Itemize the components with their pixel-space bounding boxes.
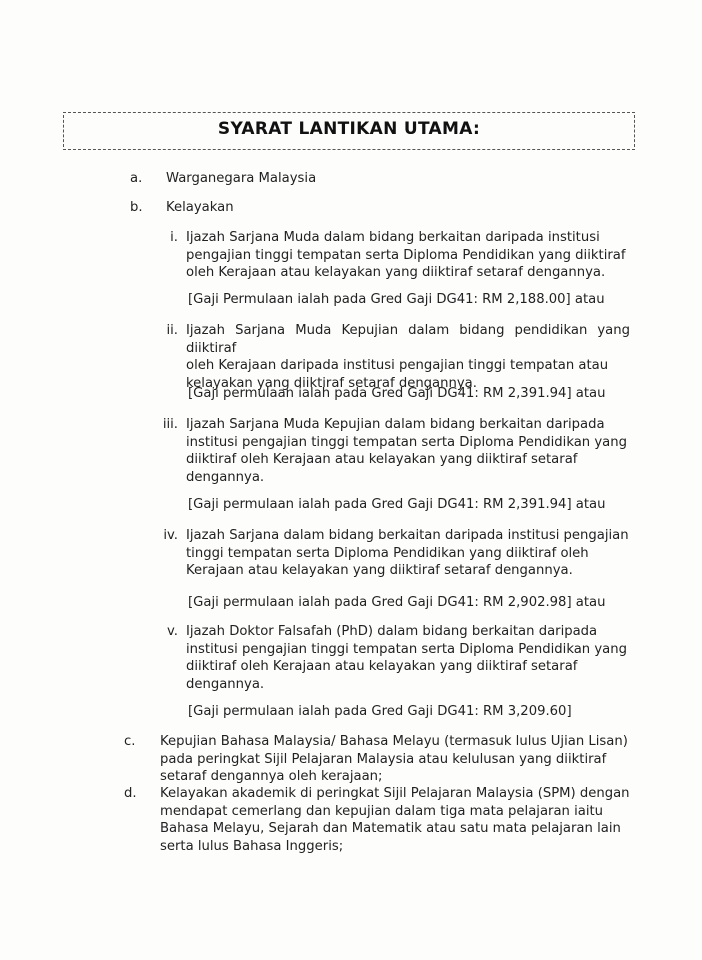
- item-line: mendapat cemerlang dan kepujian dalam tiga mata pelajaran iaitu: [160, 803, 604, 819]
- sub-item-line: oleh Kerajaan daripada institusi pengajian tinggi tempatan atau: [186, 358, 609, 373]
- item-b-marker: b.: [130, 200, 143, 215]
- sub-item-line: Ijazah Doktor Falsafah (PhD) dalam bidang berkaitan daripada: [186, 624, 598, 639]
- sub-item-line: diiktiraf oleh Kerajaan atau kelayakan yang diiktiraf setaraf: [186, 452, 578, 467]
- sub-item-line: Ijazah Sarjana dalam bidang berkaitan daripada institusi pengajian: [186, 528, 629, 543]
- page-title: SYARAT LANTIKAN UTAMA:: [217, 119, 481, 139]
- item-marker: c.: [124, 734, 136, 749]
- sub-item-line: kelayakan yang diiktiraf setaraf dengannya.: [186, 375, 477, 391]
- sub-item-line: Kerajaan atau kelayakan yang diiktiraf setaraf dengannya.: [186, 563, 573, 578]
- sub-item-marker: i.: [170, 230, 178, 245]
- sub-item-line: Ijazah Sarjana Muda Kepujian dalam bidang pendidikan yang diiktiraf: [186, 323, 630, 356]
- sub-item-line: diiktiraf oleh Kerajaan atau kelayakan yang diiktiraf setaraf: [186, 659, 578, 674]
- sub-item-marker: iv.: [163, 528, 178, 543]
- salary-note: [Gaji Permulaan ialah pada Gred Gaji DG41: RM 2,188.00] atau: [188, 292, 605, 307]
- item-line: serta lulus Bahasa Inggeris;: [160, 838, 344, 854]
- item-text: [160, 733, 630, 786]
- sub-item-marker: ii.: [166, 323, 178, 338]
- sub-item-line: oleh Kerajaan atau kelayakan yang diiktiraf setaraf dengannya.: [186, 265, 606, 280]
- sub-item-marker: v.: [167, 624, 178, 639]
- item-marker: d.: [124, 786, 137, 801]
- sub-item-line: tinggi tempatan serta Diploma Pendidikan yang diiktiraf oleh: [186, 545, 589, 561]
- salary-note: [Gaji permulaan ialah pada Gred Gaji DG41: RM 2,391.94] atau: [188, 497, 606, 512]
- sub-item-text: [186, 416, 630, 486]
- sub-item-line: Ijazah Sarjana Muda dalam bidang berkaitan daripada institusi: [186, 230, 600, 245]
- sub-item-text: [186, 527, 630, 580]
- item-line: Kepujian Bahasa Malaysia/ Bahasa Melayu (termasuk lulus Ujian Lisan): [160, 734, 628, 749]
- sub-item-text: [186, 322, 630, 392]
- sub-item-line: pengajian tinggi tempatan serta Diploma Pendidikan yang diiktiraf: [186, 247, 626, 263]
- salary-note: [Gaji permulaan ialah pada Gred Gaji DG41: RM 3,209.60]: [188, 704, 572, 719]
- sub-item-line: Ijazah Sarjana Muda Kepujian dalam bidang berkaitan daripada: [186, 417, 605, 432]
- item-text: [160, 785, 630, 855]
- salary-note: [Gaji permulaan ialah pada Gred Gaji DG41: RM 2,902.98] atau: [188, 595, 606, 610]
- title-box: [63, 112, 635, 150]
- item-line: setaraf dengannya oleh kerajaan;: [160, 769, 383, 784]
- item-line: Kelayakan akademik di peringkat Sijil Pelajaran Malaysia (SPM) dengan: [160, 786, 630, 801]
- sub-item-line: institusi pengajian tinggi tempatan serta Diploma Pendidikan yang: [186, 641, 627, 657]
- sub-item-line: dengannya.: [186, 469, 265, 485]
- sub-item-text: [186, 623, 630, 693]
- item-a-marker: a.: [130, 171, 143, 186]
- item-a-text: Warganegara Malaysia: [166, 171, 317, 186]
- item-line: Bahasa Melayu, Sejarah dan Matematik atau satu mata pelajaran lain: [160, 821, 621, 836]
- sub-item-line: institusi pengajian tinggi tempatan serta Diploma Pendidikan yang: [186, 434, 627, 450]
- item-b-text: Kelayakan: [166, 200, 234, 215]
- item-line: pada peringkat Sijil Pelajaran Malaysia atau kelulusan yang diiktiraf: [160, 751, 607, 767]
- sub-item-text: [186, 229, 630, 282]
- sub-item-marker: iii.: [162, 417, 178, 432]
- sub-item-line: dengannya.: [186, 676, 265, 692]
- salary-note: [Gaji permulaan ialah pada Gred Gaji DG41: RM 2,391.94] atau: [188, 386, 606, 401]
